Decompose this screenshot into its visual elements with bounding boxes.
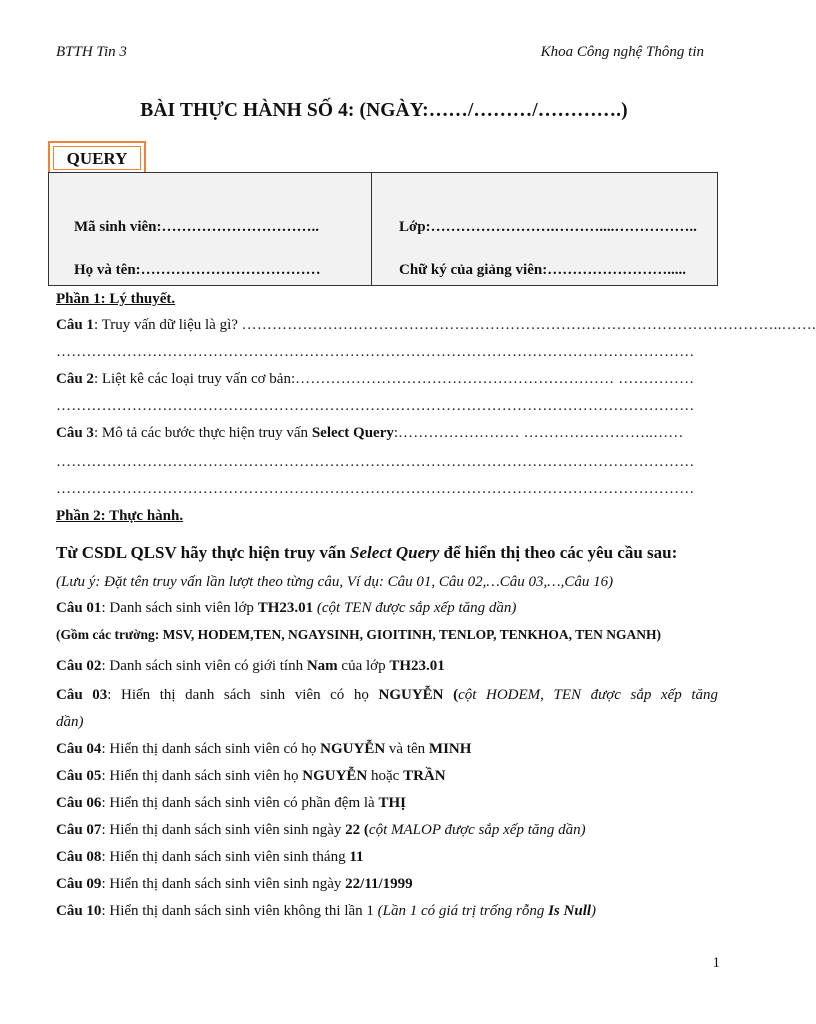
- naming-note: (Lưu ý: Đặt tên truy vấn lần lượt theo từng câu, Ví dụ: Câu 01, Câu 02,…Câu 03,…,Câu 16): [56, 574, 614, 590]
- question-04-text: : Hiển thị danh sách sinh viên có họ: [101, 741, 321, 757]
- question-03-text: : Hiển thị danh sách sinh viên có họ: [107, 687, 379, 703]
- part2-heading: [56, 508, 718, 525]
- question-09: [56, 876, 718, 893]
- query-label: QUERY: [66, 149, 128, 168]
- question-3-label: Câu 3: [56, 425, 94, 441]
- question-04-label: Câu 04: [56, 741, 102, 757]
- question-07: [56, 822, 718, 839]
- answer-dots: ………………………………………………………………………………………………………………: [56, 398, 695, 414]
- question-10-bold-italic: Is Null: [548, 903, 592, 919]
- header-course: BTTH Tin 3: [56, 44, 127, 60]
- question-07-label: Câu 07: [56, 822, 102, 838]
- question-04: [56, 741, 718, 758]
- task-text-b: Select Query: [350, 543, 440, 562]
- header-faculty: Khoa Công nghệ Thông tin: [540, 44, 704, 60]
- question-09-text: : Hiển thị danh sách sinh viên sinh ngày: [101, 876, 346, 892]
- question-03-paren: (: [443, 687, 459, 703]
- class-field: Lớp:…………………….………....……………..: [399, 219, 697, 235]
- question-3-colon: :: [393, 425, 399, 441]
- question-02-text: : Danh sách sinh viên có giới tính: [101, 658, 307, 674]
- full-name-field: Họ và tên:………………………………: [74, 262, 321, 278]
- signature-field: Chữ ký của giảng viên:…………………….....: [399, 262, 686, 278]
- page-number: 1: [712, 955, 720, 971]
- question-05-bold-2: TRẦN: [403, 768, 446, 784]
- question-06-text: : Hiển thị danh sách sinh viên có phần đệm là: [101, 795, 379, 811]
- question-09-bold: 22/11/1999: [345, 876, 413, 892]
- question-01: [56, 600, 718, 617]
- answer-line: [56, 398, 718, 415]
- question-10-text: : Hiển thị danh sách sinh viên không thi lần 1: [101, 903, 378, 919]
- question-2-text: : Liệt kê các loại truy vấn cơ bản:: [93, 371, 296, 387]
- question-02-label: Câu 02: [56, 658, 102, 674]
- question-03-label: Câu 03: [56, 687, 108, 703]
- question-07-text: : Hiển thị danh sách sinh viên sinh ngày: [101, 822, 346, 838]
- student-id-field: Mã sinh viên:…………………………..: [74, 219, 320, 235]
- answer-dots: …………………… ……………………..……: [398, 425, 684, 441]
- task-instruction: [56, 543, 718, 563]
- question-02-bold-2: TH23.01: [389, 658, 445, 674]
- answer-line: [56, 481, 718, 498]
- question-01-label: Câu 01: [56, 600, 102, 616]
- student-info-box: [48, 172, 718, 286]
- info-divider: [371, 173, 372, 285]
- question-3-text: : Mô tả các bước thực hiện truy vấn: [93, 425, 312, 441]
- fields-list: (Gồm các trường: MSV, HODEM,TEN, NGAYSINH, GIOITINH, TENLOP, TENKHOA, TEN NGANH): [56, 627, 662, 642]
- question-03-continued: dần): [56, 714, 84, 730]
- question-08-text: : Hiển thị danh sách sinh viên sinh tháng: [101, 849, 350, 865]
- question-10-italic: (Lần 1 có giá trị trống rỗng: [377, 903, 549, 919]
- question-1-text: : Truy vấn dữ liệu là gì?: [93, 317, 242, 333]
- part1-heading: [56, 291, 718, 308]
- question-09-label: Câu 09: [56, 876, 102, 892]
- question-07-bold: 22: [345, 822, 361, 838]
- task-text-a: Từ CSDL QLSV hãy thực hiện truy vấn: [56, 543, 351, 562]
- question-3-bold: Select Query: [311, 425, 394, 441]
- question-02: [56, 658, 718, 675]
- question-07-italic: cột MALOP được sắp xếp tăng dần): [368, 822, 586, 838]
- answer-line: [56, 344, 718, 361]
- question-08: [56, 849, 718, 866]
- question-02-bold-1: Nam: [306, 658, 338, 674]
- question-07-paren: (: [360, 822, 369, 838]
- task-text-c: để hiển thị theo các yêu cầu sau:: [439, 543, 678, 562]
- part2-heading-text: Phần 2: Thực hành.: [56, 508, 184, 524]
- question-06-label: Câu 06: [56, 795, 102, 811]
- question-04-text-2: và tên: [385, 741, 429, 757]
- question-05-text-2: hoặc: [367, 768, 404, 784]
- question-10-label: Câu 10: [56, 903, 102, 919]
- question-03: [56, 687, 718, 704]
- question-05-label: Câu 05: [56, 768, 102, 784]
- question-02-text-2: của lớp: [337, 658, 390, 674]
- question-2: [56, 371, 718, 388]
- question-2-label: Câu 2: [56, 371, 94, 387]
- question-08-bold: 11: [349, 849, 364, 865]
- question-05: [56, 768, 718, 785]
- question-01-bold: TH23.01: [257, 600, 314, 616]
- question-03-italic: cột HODEM, TEN được sắp xếp tăng: [458, 687, 719, 703]
- answer-dots: ………………………………………………………………………………………………………………: [56, 344, 695, 360]
- question-08-label: Câu 08: [56, 849, 102, 865]
- question-06: [56, 795, 718, 812]
- question-06-bold: THỊ: [378, 795, 406, 811]
- question-1: [56, 317, 816, 334]
- page-title: BÀI THỰC HÀNH SỐ 4: (NGÀY:……/………/………….): [140, 100, 628, 121]
- question-01-italic: (cột TEN được sắp xếp tăng dần): [313, 600, 517, 616]
- answer-dots: ……………………………………………………………………………………………..…….: [241, 317, 816, 333]
- part1-heading-text: Phần 1: Lý thuyết.: [56, 291, 176, 307]
- answer-line: [56, 454, 718, 471]
- question-01-text: : Danh sách sinh viên lớp: [101, 600, 258, 616]
- question-1-label: Câu 1: [56, 317, 94, 333]
- query-label-box: [48, 141, 146, 175]
- question-3: [56, 425, 718, 442]
- question-10-italic-end: ): [591, 903, 597, 919]
- question-10: [56, 903, 718, 920]
- answer-dots: ……………………………………………………… ……………: [295, 371, 695, 387]
- question-04-bold-1: NGUYỄN: [320, 741, 386, 757]
- answer-dots: ………………………………………………………………………………………………………………: [56, 481, 695, 497]
- question-05-bold-1: NGUYỄN: [302, 768, 368, 784]
- question-04-bold-2: MINH: [428, 741, 472, 757]
- question-05-text: : Hiển thị danh sách sinh viên họ: [101, 768, 303, 784]
- question-03-bold: NGUYỄN: [378, 687, 444, 703]
- answer-dots: ………………………………………………………………………………………………………………: [56, 454, 695, 470]
